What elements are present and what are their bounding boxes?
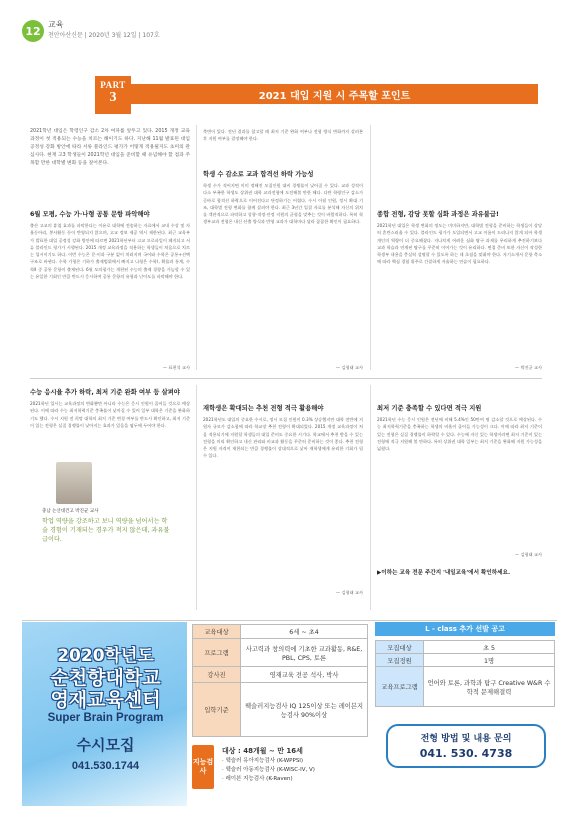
part-number: 3 xyxy=(109,90,117,105)
table-value: 사고력과 창의력에 기초한 교과활동, R&E, PBL, CPS, 토론 xyxy=(241,639,368,667)
continued-text: 축변이 있다. 전년 결과를 참고할 때 최저 기준 완화 여부나 전형 방식 변화까지 살펴본 후 지원 여부를 결정해야 한다. xyxy=(203,129,363,142)
table-label: 프로그램 xyxy=(193,639,241,667)
page-number: 12 xyxy=(22,20,44,42)
section-heading: 학생 수 감소로 교과 합격선 하락 가능성 xyxy=(203,171,314,178)
lclass-table xyxy=(375,640,555,707)
section-body: 출산 고교의 휴업 효과를 파악한다는 이유로 대학에 전송하는 자료에서 교내 수상 및 자율동아리, 봉사활동 등이 반영되지 않으며, 고교 정보 제공 역시 제한된다. 최근 교육부가 발표한 대입 공정성 강화 방안에 따르면 2021학년부터 고교 프로파일이 폐지되고 서류 블라인드 평가가 시행된다. 2015 개정 교육과정을 적용하는 학생들이 처음으로 치르는 입시이기도 하다. 이번 수능은 문·이과 구분 없이 치러지며 국어와 수학은 공통+선택 구조로 바뀐다. 수학 가형은 기하가 출제범위에서 빠지고 나형은 수학Ⅰ, 확률과 통계, 수학Ⅱ 중 공통 문항이 출제된다. 6월 모의평가는 개편된 수능의 출제 경향을 가늠할 수 있는 유일한 기회인 만큼 반드시 응시하여 공통 문항의 유형과 난이도를 파악해야 한다. xyxy=(30,223,190,280)
ad-info-table xyxy=(192,624,368,737)
column-divider xyxy=(196,125,197,370)
section-heading: 종합 전형, 감당 못할 심화 과정은 과유불급! xyxy=(377,211,499,218)
table-label: 교육대상 xyxy=(193,625,241,639)
table-value: 1명 xyxy=(424,654,555,667)
section-body: 2021학년 수능 응시 인원은 전년에 비해 5.4%인 50만여 명 감소할 것으로 예상된다. 수능 최저학력기준을 충족하는 학생의 비율이 줄어들 가능성이 크다. 이에 따라 최저 기준이 있는 전형은 실질 경쟁률이 하락할 수 있다. 수능에 자신 있는 학생이라면 최저 기준이 있는 전형에 적극 지원해 볼 만하다. 특히 상위권 대학 일부는 최저 기준을 완화해 지원 가능성을 넓혔다. xyxy=(377,417,542,452)
section-divider xyxy=(30,378,542,379)
publication-line: 천안아산신문 | 2020년 3월 12일 | 107호 xyxy=(48,32,160,39)
section-label: 교육 xyxy=(48,20,64,29)
list-item: · 웩슬러 아동지능검사 (K-WISC-IV, V) xyxy=(222,767,315,773)
ad-title-line: 순천향대학교 xyxy=(50,667,161,689)
table-value: 웩슬러지능검사 IQ 125이상 또는 레이븐지능검사 90%이상 xyxy=(241,683,368,737)
teacher-photo xyxy=(56,462,92,504)
table-value: 초 5 xyxy=(424,641,555,654)
article-banner: 2021 대입 지원 시 주목할 포인트 xyxy=(131,84,538,104)
ad-title-line: 영재교육센터 xyxy=(50,689,161,711)
table-label: 교육프로그램 xyxy=(376,667,424,707)
quote-caption: 충남 논산대건고 박진균 교사 xyxy=(42,509,99,514)
table-label: 입학기준 xyxy=(193,683,241,737)
test-label: 지능검사 xyxy=(192,745,214,789)
footer-note[interactable]: ▶이하는 교육 전문 주간지 '내일교육'에서 확인하세요. xyxy=(377,570,511,576)
contact-box[interactable] xyxy=(386,724,546,768)
table-row xyxy=(376,667,555,707)
section-heading: 수능 응시율 추가 하락, 최저 기준 완화 여부 등 살펴야 xyxy=(30,389,180,396)
lclass-heading: L - class 추가 선발 공고 xyxy=(375,622,555,636)
column-divider xyxy=(196,385,197,610)
table-row xyxy=(193,683,368,737)
part-badge xyxy=(95,76,131,114)
pull-quote xyxy=(42,508,172,588)
column-divider xyxy=(370,125,371,370)
column-divider xyxy=(370,385,371,610)
section-body-continued xyxy=(203,128,363,156)
section-byline: — 김형태 교사 xyxy=(335,590,363,595)
table-row xyxy=(376,641,555,654)
section-byline: — 표현석 교사 xyxy=(162,365,190,370)
table-row xyxy=(376,654,555,667)
table-value: 언어와 토론, 과학과 탐구 Creative W&R 수학적 문제해결력 xyxy=(424,667,555,707)
table-label: 강사진 xyxy=(193,667,241,683)
table-row xyxy=(193,667,368,683)
ad-recruit: 수시모집 xyxy=(76,736,135,754)
test-target: 대상 : 48개월 ~ 만 16세 xyxy=(222,747,303,755)
table-row xyxy=(193,625,368,639)
test-list xyxy=(222,757,372,784)
section-body: 학생 수가 적어지면 이미 정해진 모집인원 대비 경쟁률이 낮아질 수 있다. 교과 성적이 다소 부족한 학생도 상위권 대학 교과전형에 도전해볼 만한 해다. 다만 학령인구 감소가 곧바로 합격선 하락으로 이어진다고 단정하기는 어렵다. 수시 이월 인원, 정시 확대 기조, 대학별 전형 변화를 함께 살펴야 한다. 최근 3년간 입결 자료를 분석해 자신의 위치를 객관적으로 파악하고 상향·적정·안정 지원의 균형을 맞추는 것이 바람직하다. 특히 학생부교과 전형은 내신 산출 방식과 반영 교과가 대학마다 달라 꼼꼼한 확인이 필요하다. xyxy=(203,183,363,225)
list-item: · 웩슬러 유아지능검사 (K-WPPSI) xyxy=(222,758,304,764)
part-label: PART xyxy=(100,80,126,90)
list-item: · 레이븐 지능검사 (K-Raven) xyxy=(222,776,293,782)
ad-phone[interactable]: 041.530.1744 xyxy=(71,760,140,772)
section-byline: — 박진균 교사 xyxy=(514,365,542,370)
section-body: 2021학년 대입은 학생 변화의 정도는 미미하지만, 대학별 전형을 준비하는 학생들이 상당히 혼란스러울 수 있다. 블라인드 평가가 도입되면서 고교 이름이 드러나지 않게 되어 학생 개인의 역량이 더 중요해졌다. 지나치게 어려운 심화 탐구 과제를 무리하게 추진하기보다 교과 학습과 연계된 탐구를 꾸준히 이어가는 것이 유리하다. 면접 준비 또한 자신이 작성한 학생부 내용을 충실히 설명할 수 있도록 하는 데 초점을 맞춰야 한다. 자기소개서 문항 축소에 따라 핵심 경험 위주로 간결하게 서술하는 연습이 필요하다. xyxy=(377,223,542,265)
section-heading: 6월 모평, 수능 가·나형 공통 문항 파악해야 xyxy=(30,211,150,218)
section-heading: 최저 기준 충족할 수 있다면 적극 지원 xyxy=(377,405,482,412)
contact-phone[interactable]: 041. 530. 4738 xyxy=(419,747,513,760)
ad-title xyxy=(28,645,183,711)
section-byline: — 김형태 교사 xyxy=(335,365,363,370)
section-body: 2021학년 입시는 교육과정의 변화뿐만 아니라 수능은 응시 인원이 줄어들 것으로 예상된다. 이에 따라 수능 최저학력기준 충족률이 낮아질 수 있어 일부 대학은 기준을 완화하기도 했다. 수시 지원 전 희망 대학의 최저 기준 변경 여부를 반드시 확인하고, 최저 기준이 있는 전형은 실질 경쟁률이 낮아지는 효과가 있음을 염두에 두어야 한다. xyxy=(30,401,190,428)
table-value: 영재교육 전공 석사, 박사 xyxy=(241,667,368,683)
contact-label: 전형 방법 및 내용 문의 xyxy=(420,734,512,744)
quote-text: 학업 역량을 강조하고 보니 역량을 넘어서는 학술 경험이 기재되는 경우가 적지 않은데, 과유불급이다. xyxy=(42,518,170,543)
section-byline: — 김형태 교사 xyxy=(514,552,542,557)
table-row xyxy=(193,639,368,667)
table-value: 6세 ~ 초4 xyxy=(241,625,368,639)
intro-text: 2021학년 대입은 학령인구 감소 2차 여파를 앞두고 있다. 2015 개정 교육과정이 첫 적용되는 수능을 치르는 해이기도 하다. 지난해 11월 발표된 대입 공정성 강화 방안에 따라 서류 블라인드 평가가 어떻게 적용될지도 초미의 관심사다. 현재 고3 학생들이 2021학년 대입을 준비할 때 유념해야 할 점과 주목할 만한 대학별 변화 등을 짚어본다. xyxy=(30,129,190,166)
ad-title-line: 2020학년도 xyxy=(57,646,154,666)
section-heading: 재학생은 확대되는 추천 전형 적극 활용해야 xyxy=(203,405,324,412)
table-label: 모집대상 xyxy=(376,641,424,654)
table-label: 모집정원 xyxy=(376,654,424,667)
section-body: 2021학년도 대입의 중요한 수시로, 정시 모집 인원이 0.3% 상승했지만 대학 전반에 지원자 규모가 감소함에 따라 학교장 추천 전형이 확대되었다. 2015 개정 교육과정이 처음 적용되기에 지원할 학생들의 대입 준비도 중요한 시기다. 학교에서 추천 받을 수 있는 전형을 미리 확인하고 내신 관리와 비교과 활동을 꾸준히 준비하는 것이 좋다. 추천 전형은 지원 자격이 제한되는 만큼 경쟁률이 상대적으로 낮아 재학생에게 유리한 기회가 될 수 있다. xyxy=(203,417,363,459)
ad-program: Super Brain Program xyxy=(47,712,164,724)
